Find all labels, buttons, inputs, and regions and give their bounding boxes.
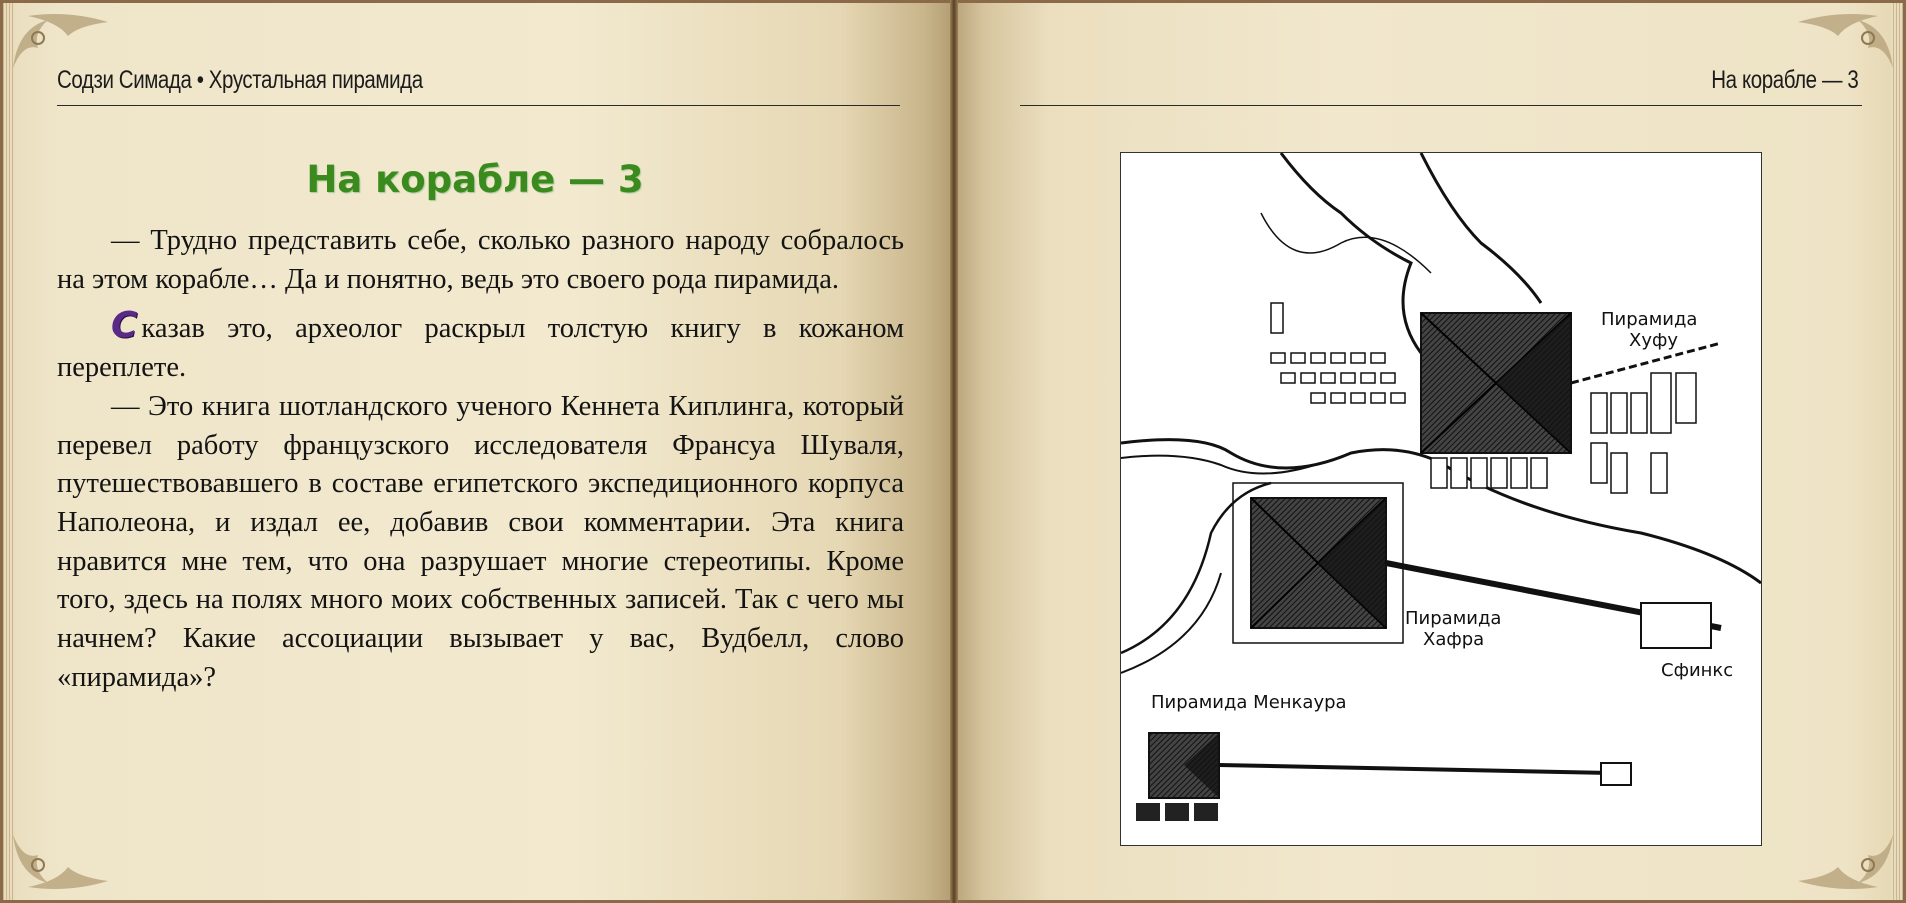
label-khafre-1: Пирамида — [1405, 608, 1502, 629]
menkaure-pyramid — [1136, 733, 1219, 821]
corner-ornament-bottom-left-icon — [8, 785, 118, 895]
label-khufu-1: Пирамида — [1601, 309, 1698, 330]
corner-ornament-top-right-icon — [1788, 8, 1898, 118]
road-path — [1121, 456, 1321, 474]
mastaba-field-west — [1271, 303, 1405, 403]
road-path — [1121, 573, 1221, 673]
giza-map-figure — [1120, 152, 1762, 846]
road-path — [1421, 153, 1541, 303]
road-path — [1121, 483, 1271, 653]
page-edges-left — [3, 3, 15, 900]
book-spine — [950, 0, 958, 903]
label-sphinx: Сфинкс — [1661, 660, 1734, 681]
running-head-right: На корабле — 3 — [1710, 66, 1858, 94]
label-khafre-2: Хафра — [1423, 629, 1485, 650]
corner-ornament-bottom-right-icon — [1788, 785, 1898, 895]
road-path — [1281, 153, 1421, 353]
terrain-line — [1261, 213, 1431, 273]
sphinx-temple — [1641, 603, 1711, 648]
paragraph-3: — Это книга шотландского ученого Кеннета Киплинга, который перевел работу французского исследователя Франсуа Шуваля, путешествовавшего в составе египетского экспедиционного корпуса Наполеона, и издал ее, добавив свои комментарии. Эта книга нравится мне тем, что она разрушает многие стереотипы. Кроме того, здесь на полях много моих собственных записей. Так с чего мы начнем? Какие ассоциации вызывает у вас, Вудбелл, слово «пирамида»? — [57, 390, 904, 693]
label-khufu-2: Хуфу — [1629, 330, 1679, 351]
corner-ornament-top-left-icon — [8, 8, 118, 118]
running-head-left: Содзи Симада • Хрустальная пирамида — [57, 66, 423, 94]
paragraph-1: — Трудно представить себе, сколько разного народу собралось на этом корабле… Да и понятно, ведь это своего рода пирамида. — [57, 225, 904, 295]
page-edges-right — [1891, 3, 1903, 900]
valley-temple — [1601, 763, 1631, 785]
label-menkaure: Пирамида Менкаура — [1151, 692, 1347, 713]
body-text — [57, 222, 904, 697]
khafre-pyramid — [1233, 483, 1403, 643]
menkaure-causeway — [1219, 765, 1611, 773]
header-rule-left — [57, 105, 900, 106]
giza-map — [1121, 153, 1761, 845]
header-rule-right — [1020, 105, 1862, 106]
khufu-pyramid — [1421, 313, 1571, 453]
drop-cap: С — [111, 305, 138, 347]
paragraph-2 — [57, 307, 904, 387]
chapter-title: На корабле — 3 — [306, 158, 644, 201]
paragraph-2-text: казав это, археолог раскрыл толстую книгу в кожаном переплете. — [57, 313, 904, 384]
